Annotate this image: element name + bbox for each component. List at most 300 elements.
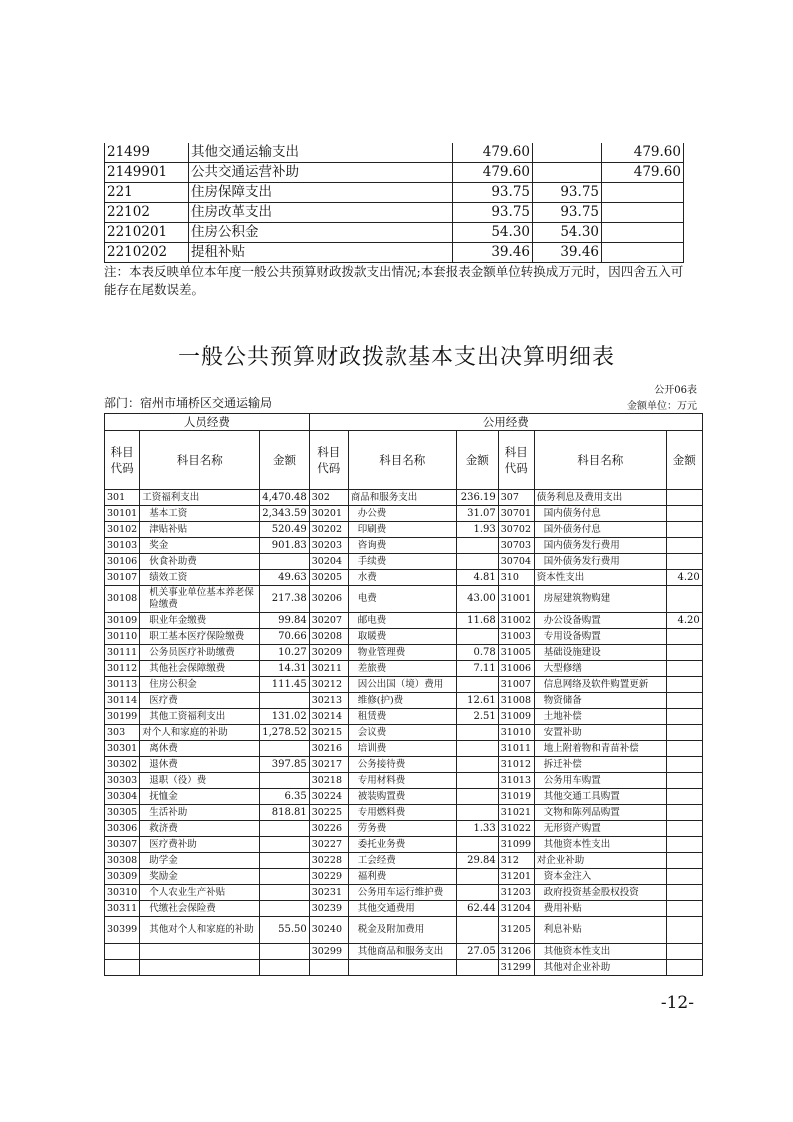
public-item-name: 政府投资基金股权投资 bbox=[534, 885, 666, 901]
page-number: -12- bbox=[660, 993, 694, 1013]
public-item-name: 国内债务付息 bbox=[534, 506, 666, 522]
personnel-item-code: 30103 bbox=[105, 538, 140, 554]
public-item-code: 30299 bbox=[309, 944, 348, 960]
public-item-name: 商品和服务支出 bbox=[348, 490, 456, 506]
basic-amount: 93.75 bbox=[533, 183, 602, 203]
personnel-item-amount bbox=[260, 944, 310, 960]
personnel-item-amount: 131.02 bbox=[260, 709, 310, 725]
table-row bbox=[105, 143, 684, 163]
project-amount: 479.60 bbox=[602, 163, 684, 183]
personnel-item-name: 个人农业生产补贴 bbox=[140, 885, 260, 901]
public-item-name: 无形资产购置 bbox=[534, 821, 666, 837]
public-item-code: 30228 bbox=[309, 853, 348, 869]
public-item-amount bbox=[666, 885, 702, 901]
item-name: 住房改革支出 bbox=[189, 203, 453, 223]
public-item-amount bbox=[666, 773, 702, 789]
public-item-code: 31099 bbox=[498, 837, 534, 853]
public-item-amount bbox=[456, 725, 498, 741]
table-row bbox=[105, 917, 703, 944]
col-header-code: 科目代码 bbox=[498, 431, 534, 490]
public-item-amount bbox=[666, 709, 702, 725]
public-item-amount bbox=[456, 885, 498, 901]
basic-amount: 39.46 bbox=[533, 243, 602, 263]
personnel-item-amount bbox=[260, 693, 310, 709]
personnel-item-name: 其他工资福利支出 bbox=[140, 709, 260, 725]
personnel-item-code: 30310 bbox=[105, 885, 140, 901]
personnel-item-name: 退休费 bbox=[140, 757, 260, 773]
public-item-code: 30202 bbox=[309, 522, 348, 538]
public-item-code: 30211 bbox=[309, 661, 348, 677]
public-item-amount bbox=[456, 757, 498, 773]
public-item-amount bbox=[666, 944, 702, 960]
personnel-item-name: 医疗费 bbox=[140, 693, 260, 709]
personnel-item-code: 30112 bbox=[105, 661, 140, 677]
personnel-item-code: 30304 bbox=[105, 789, 140, 805]
public-item-amount bbox=[666, 506, 702, 522]
personnel-item-code: 30303 bbox=[105, 773, 140, 789]
public-item-name: 水费 bbox=[348, 570, 456, 586]
public-item-code: 30225 bbox=[309, 805, 348, 821]
personnel-item-name: 工资福利支出 bbox=[140, 490, 260, 506]
item-name: 住房保障支出 bbox=[189, 183, 453, 203]
personnel-item-amount bbox=[260, 960, 310, 976]
basic-amount: 54.30 bbox=[533, 223, 602, 243]
personnel-item-amount bbox=[260, 901, 310, 917]
public-item-code: 30226 bbox=[309, 821, 348, 837]
item-name: 公共交通运营补助 bbox=[189, 163, 453, 183]
public-item-code: 302 bbox=[309, 490, 348, 506]
public-item-name: 其他交通费用 bbox=[348, 901, 456, 917]
table-row bbox=[105, 183, 684, 203]
item-name: 其他交通运输支出 bbox=[189, 143, 453, 163]
public-item-code: 30704 bbox=[498, 554, 534, 570]
public-item-code: 30701 bbox=[498, 506, 534, 522]
public-item-code: 31019 bbox=[498, 789, 534, 805]
table-row bbox=[105, 223, 684, 243]
col-header-code: 科目代码 bbox=[309, 431, 348, 490]
public-item-name: 土地补偿 bbox=[534, 709, 666, 725]
table-row bbox=[105, 709, 703, 725]
public-item-name: 维修(护)费 bbox=[348, 693, 456, 709]
public-item-code: 30217 bbox=[309, 757, 348, 773]
public-item-code: 30224 bbox=[309, 789, 348, 805]
public-item-name: 培训费 bbox=[348, 741, 456, 757]
public-item-amount bbox=[666, 586, 702, 613]
public-item-name: 国外债务发行费用 bbox=[534, 554, 666, 570]
public-item-amount: 4.20 bbox=[666, 613, 702, 629]
table-row bbox=[105, 163, 684, 183]
public-item-code bbox=[309, 960, 348, 976]
personnel-item-code: 30106 bbox=[105, 554, 140, 570]
public-item-code: 310 bbox=[498, 570, 534, 586]
public-item-amount bbox=[456, 917, 498, 944]
public-item-name: 拆迁补偿 bbox=[534, 757, 666, 773]
item-name: 提租补贴 bbox=[189, 243, 453, 263]
personnel-item-name: 津贴补贴 bbox=[140, 522, 260, 538]
personnel-item-name bbox=[140, 960, 260, 976]
public-item-code: 30212 bbox=[309, 677, 348, 693]
personnel-item-amount: 111.45 bbox=[260, 677, 310, 693]
total-amount: 54.30 bbox=[453, 223, 533, 243]
project-amount bbox=[602, 183, 684, 203]
public-item-name: 劳务费 bbox=[348, 821, 456, 837]
public-item-name: 债务利息及费用支出 bbox=[534, 490, 666, 506]
public-item-amount: 11.68 bbox=[456, 613, 498, 629]
personnel-item-amount bbox=[260, 821, 310, 837]
public-item-name: 专用设备购置 bbox=[534, 629, 666, 645]
personnel-item-name: 退职（役）费 bbox=[140, 773, 260, 789]
public-item-name: 印刷费 bbox=[348, 522, 456, 538]
personnel-item-name: 伙食补助费 bbox=[140, 554, 260, 570]
personnel-item-amount: 6.35 bbox=[260, 789, 310, 805]
personnel-item-name: 离休费 bbox=[140, 741, 260, 757]
public-item-name: 公务用车购置 bbox=[534, 773, 666, 789]
public-item-code: 30203 bbox=[309, 538, 348, 554]
public-item-code: 31011 bbox=[498, 741, 534, 757]
personnel-item-code: 30107 bbox=[105, 570, 140, 586]
public-item-code: 31012 bbox=[498, 757, 534, 773]
public-item-name: 资本性支出 bbox=[534, 570, 666, 586]
table-row bbox=[105, 885, 703, 901]
public-item-code: 30227 bbox=[309, 837, 348, 853]
public-item-name: 公务用车运行维护费 bbox=[348, 885, 456, 901]
public-item-code: 30213 bbox=[309, 693, 348, 709]
public-item-amount bbox=[456, 869, 498, 885]
personnel-item-code: 303 bbox=[105, 725, 140, 741]
public-item-amount bbox=[666, 741, 702, 757]
personnel-item-amount bbox=[260, 853, 310, 869]
public-item-amount: 4.20 bbox=[666, 570, 702, 586]
personnel-item-name: 职工基本医疗保险缴费 bbox=[140, 629, 260, 645]
personnel-item-name: 对个人和家庭的补助 bbox=[140, 725, 260, 741]
personnel-item-name: 代缴社会保险费 bbox=[140, 901, 260, 917]
group-header-row bbox=[105, 414, 703, 431]
project-amount bbox=[602, 223, 684, 243]
personnel-item-name: 住房公积金 bbox=[140, 677, 260, 693]
public-item-amount: 12.61 bbox=[456, 693, 498, 709]
public-item-amount: 1.33 bbox=[456, 821, 498, 837]
table-row bbox=[105, 490, 703, 506]
table-row bbox=[105, 821, 703, 837]
public-item-amount bbox=[456, 960, 498, 976]
personnel-item-name: 公务员医疗补助缴费 bbox=[140, 645, 260, 661]
total-amount: 39.46 bbox=[453, 243, 533, 263]
public-item-amount bbox=[666, 490, 702, 506]
personnel-item-name: 其他社会保障缴费 bbox=[140, 661, 260, 677]
table-row bbox=[105, 645, 703, 661]
table-row bbox=[105, 960, 703, 976]
personnel-item-code: 30308 bbox=[105, 853, 140, 869]
table-row bbox=[105, 522, 703, 538]
personnel-item-code: 30309 bbox=[105, 869, 140, 885]
personnel-item-name: 生活补助 bbox=[140, 805, 260, 821]
personnel-item-code: 30305 bbox=[105, 805, 140, 821]
item-code: 2149901 bbox=[105, 163, 189, 183]
public-item-name: 办公费 bbox=[348, 506, 456, 522]
public-item-name: 其他资本性支出 bbox=[534, 837, 666, 853]
personnel-item-amount: 397.85 bbox=[260, 757, 310, 773]
public-item-code: 31006 bbox=[498, 661, 534, 677]
public-item-amount bbox=[666, 837, 702, 853]
public-item-name: 对企业补助 bbox=[534, 853, 666, 869]
table-row bbox=[105, 554, 703, 570]
public-item-code: 30703 bbox=[498, 538, 534, 554]
col-header-amount: 金额 bbox=[666, 431, 702, 490]
col-header-amount: 金额 bbox=[260, 431, 310, 490]
public-item-name: 税金及附加费用 bbox=[348, 917, 456, 944]
public-item-amount bbox=[456, 538, 498, 554]
public-item-amount bbox=[666, 789, 702, 805]
public-item-code: 31205 bbox=[498, 917, 534, 944]
public-item-code: 31001 bbox=[498, 586, 534, 613]
public-item-code: 30204 bbox=[309, 554, 348, 570]
public-item-name: 利息补贴 bbox=[534, 917, 666, 944]
table-row bbox=[105, 538, 703, 554]
personnel-item-name: 奖金 bbox=[140, 538, 260, 554]
personnel-item-code: 30307 bbox=[105, 837, 140, 853]
public-item-code: 31003 bbox=[498, 629, 534, 645]
col-header-name: 科目名称 bbox=[534, 431, 666, 490]
table-row bbox=[105, 693, 703, 709]
public-item-amount bbox=[666, 554, 702, 570]
public-item-name: 手续费 bbox=[348, 554, 456, 570]
table-row bbox=[105, 789, 703, 805]
public-item-amount: 0.78 bbox=[456, 645, 498, 661]
personnel-item-amount: 10.27 bbox=[260, 645, 310, 661]
col-header-name: 科目名称 bbox=[140, 431, 260, 490]
personnel-item-amount: 217.38 bbox=[260, 586, 310, 613]
public-item-name: 其他交通工具购置 bbox=[534, 789, 666, 805]
personnel-item-code: 30311 bbox=[105, 901, 140, 917]
personnel-item-name: 基本工资 bbox=[140, 506, 260, 522]
public-item-amount bbox=[456, 805, 498, 821]
personnel-item-amount: 49.63 bbox=[260, 570, 310, 586]
public-item-code: 30208 bbox=[309, 629, 348, 645]
public-item-code: 31007 bbox=[498, 677, 534, 693]
personnel-item-amount: 99.84 bbox=[260, 613, 310, 629]
project-amount bbox=[602, 203, 684, 223]
personnel-item-name: 抚恤金 bbox=[140, 789, 260, 805]
public-item-name: 安置补助 bbox=[534, 725, 666, 741]
item-code: 21499 bbox=[105, 143, 189, 163]
public-item-name: 文物和陈列品购置 bbox=[534, 805, 666, 821]
table-row bbox=[105, 243, 684, 263]
public-item-name: 费用补贴 bbox=[534, 901, 666, 917]
personnel-item-code: 30301 bbox=[105, 741, 140, 757]
public-item-amount bbox=[666, 693, 702, 709]
form-number: 公开06表 bbox=[654, 385, 697, 396]
public-item-name: 国内债务发行费用 bbox=[534, 538, 666, 554]
personnel-item-code: 30102 bbox=[105, 522, 140, 538]
table-row bbox=[105, 629, 703, 645]
personnel-item-name: 助学金 bbox=[140, 853, 260, 869]
personnel-item-code bbox=[105, 944, 140, 960]
table-row bbox=[105, 805, 703, 821]
col-header-amount: 金额 bbox=[456, 431, 498, 490]
public-item-name: 其他商品和服务支出 bbox=[348, 944, 456, 960]
personnel-item-code: 30108 bbox=[105, 586, 140, 613]
basic-amount bbox=[533, 163, 602, 183]
public-item-amount bbox=[456, 741, 498, 757]
public-item-amount: 43.00 bbox=[456, 586, 498, 613]
public-item-amount bbox=[456, 677, 498, 693]
project-amount: 479.60 bbox=[602, 143, 684, 163]
public-item-name: 信息网络及软件购置更新 bbox=[534, 677, 666, 693]
table-row bbox=[105, 853, 703, 869]
public-item-amount: 27.05 bbox=[456, 944, 498, 960]
table-row bbox=[105, 944, 703, 960]
public-item-amount bbox=[666, 677, 702, 693]
item-name: 住房公积金 bbox=[189, 223, 453, 243]
public-item-name: 专用燃料费 bbox=[348, 805, 456, 821]
personnel-item-code bbox=[105, 960, 140, 976]
expenditure-continuation-table bbox=[104, 143, 684, 263]
personnel-item-code: 30101 bbox=[105, 506, 140, 522]
public-item-amount: 62.44 bbox=[456, 901, 498, 917]
public-item-name: 取暖费 bbox=[348, 629, 456, 645]
public-item-code: 30216 bbox=[309, 741, 348, 757]
total-amount: 93.75 bbox=[453, 183, 533, 203]
public-item-code: 30239 bbox=[309, 901, 348, 917]
table-row bbox=[105, 837, 703, 853]
table-row bbox=[105, 869, 703, 885]
col-header-code: 科目代码 bbox=[105, 431, 140, 490]
public-item-name: 福利费 bbox=[348, 869, 456, 885]
public-item-name: 大型修缮 bbox=[534, 661, 666, 677]
public-item-name: 因公出国（境）费用 bbox=[348, 677, 456, 693]
public-item-amount bbox=[666, 821, 702, 837]
public-item-name: 邮电费 bbox=[348, 613, 456, 629]
public-item-amount: 236.19 bbox=[456, 490, 498, 506]
personnel-item-code: 30110 bbox=[105, 629, 140, 645]
public-item-code: 30231 bbox=[309, 885, 348, 901]
public-item-amount bbox=[666, 661, 702, 677]
public-item-code: 31008 bbox=[498, 693, 534, 709]
project-amount bbox=[602, 243, 684, 263]
public-item-code: 31013 bbox=[498, 773, 534, 789]
public-item-code: 30215 bbox=[309, 725, 348, 741]
public-item-amount bbox=[456, 773, 498, 789]
personnel-item-code: 301 bbox=[105, 490, 140, 506]
table-row bbox=[105, 725, 703, 741]
public-item-amount: 4.81 bbox=[456, 570, 498, 586]
public-item-name: 电费 bbox=[348, 586, 456, 613]
table-row bbox=[105, 901, 703, 917]
public-item-name: 办公设备购置 bbox=[534, 613, 666, 629]
personnel-item-amount: 1,278.52 bbox=[260, 725, 310, 741]
public-item-amount bbox=[666, 645, 702, 661]
public-item-code: 31206 bbox=[498, 944, 534, 960]
public-item-name: 物资储备 bbox=[534, 693, 666, 709]
public-item-code: 31299 bbox=[498, 960, 534, 976]
personnel-item-amount: 70.66 bbox=[260, 629, 310, 645]
public-item-code: 30209 bbox=[309, 645, 348, 661]
public-item-amount bbox=[666, 522, 702, 538]
personnel-item-amount: 901.83 bbox=[260, 538, 310, 554]
public-item-name: 咨询费 bbox=[348, 538, 456, 554]
personnel-item-code: 30114 bbox=[105, 693, 140, 709]
personnel-item-amount: 14.31 bbox=[260, 661, 310, 677]
public-item-amount: 29.84 bbox=[456, 853, 498, 869]
personnel-item-amount bbox=[260, 554, 310, 570]
public-item-name: 会议费 bbox=[348, 725, 456, 741]
table-row bbox=[105, 570, 703, 586]
public-item-name bbox=[348, 960, 456, 976]
public-item-code: 307 bbox=[498, 490, 534, 506]
public-item-amount bbox=[456, 789, 498, 805]
public-item-amount bbox=[666, 869, 702, 885]
public-item-code: 30201 bbox=[309, 506, 348, 522]
personnel-item-name: 救济费 bbox=[140, 821, 260, 837]
public-item-amount bbox=[666, 805, 702, 821]
basic-amount bbox=[533, 143, 602, 163]
public-item-code: 31203 bbox=[498, 885, 534, 901]
personnel-item-name: 职业年金缴费 bbox=[140, 613, 260, 629]
public-item-name: 租赁费 bbox=[348, 709, 456, 725]
personnel-item-amount bbox=[260, 837, 310, 853]
public-item-name: 其他资本性支出 bbox=[534, 944, 666, 960]
public-item-code: 30206 bbox=[309, 586, 348, 613]
personnel-item-name: 奖励金 bbox=[140, 869, 260, 885]
item-code: 2210201 bbox=[105, 223, 189, 243]
personnel-item-code: 30199 bbox=[105, 709, 140, 725]
public-item-code: 31005 bbox=[498, 645, 534, 661]
public-item-code: 30214 bbox=[309, 709, 348, 725]
public-item-amount: 2.51 bbox=[456, 709, 498, 725]
personnel-item-code: 30111 bbox=[105, 645, 140, 661]
department-label: 部门：宿州市埇桥区交通运输局 bbox=[104, 396, 273, 410]
public-item-amount bbox=[456, 837, 498, 853]
item-code: 221 bbox=[105, 183, 189, 203]
total-amount: 93.75 bbox=[453, 203, 533, 223]
col-header-name: 科目名称 bbox=[348, 431, 456, 490]
table-row bbox=[105, 773, 703, 789]
public-item-amount bbox=[666, 901, 702, 917]
public-item-name: 国外债务付息 bbox=[534, 522, 666, 538]
public-item-name: 被装购置费 bbox=[348, 789, 456, 805]
public-item-name: 资本金注入 bbox=[534, 869, 666, 885]
basic-amount: 93.75 bbox=[533, 203, 602, 223]
table-row bbox=[105, 661, 703, 677]
public-item-code: 30702 bbox=[498, 522, 534, 538]
personnel-item-code: 30399 bbox=[105, 917, 140, 944]
public-item-amount bbox=[666, 917, 702, 944]
item-code: 22102 bbox=[105, 203, 189, 223]
personnel-item-code: 30113 bbox=[105, 677, 140, 693]
personnel-item-amount: 2,343.59 bbox=[260, 506, 310, 522]
personnel-item-name: 医疗费补助 bbox=[140, 837, 260, 853]
table-row bbox=[105, 677, 703, 693]
public-item-code: 31002 bbox=[498, 613, 534, 629]
personnel-item-amount bbox=[260, 869, 310, 885]
total-amount: 479.60 bbox=[453, 143, 533, 163]
personnel-item-amount: 818.81 bbox=[260, 805, 310, 821]
personnel-item-name: 绩效工资 bbox=[140, 570, 260, 586]
public-item-code: 31022 bbox=[498, 821, 534, 837]
table-row bbox=[105, 741, 703, 757]
public-item-code: 30205 bbox=[309, 570, 348, 586]
public-item-amount bbox=[666, 757, 702, 773]
public-item-amount bbox=[456, 554, 498, 570]
public-item-name: 专用材料费 bbox=[348, 773, 456, 789]
personnel-item-amount: 520.49 bbox=[260, 522, 310, 538]
group-header-public: 公用经费 bbox=[309, 414, 702, 431]
table-row bbox=[105, 613, 703, 629]
personnel-item-code: 30306 bbox=[105, 821, 140, 837]
column-header-row bbox=[105, 431, 703, 490]
public-item-name: 物业管理费 bbox=[348, 645, 456, 661]
report-title: 一般公共预算财政拨款基本支出决算明细表 bbox=[177, 345, 615, 370]
